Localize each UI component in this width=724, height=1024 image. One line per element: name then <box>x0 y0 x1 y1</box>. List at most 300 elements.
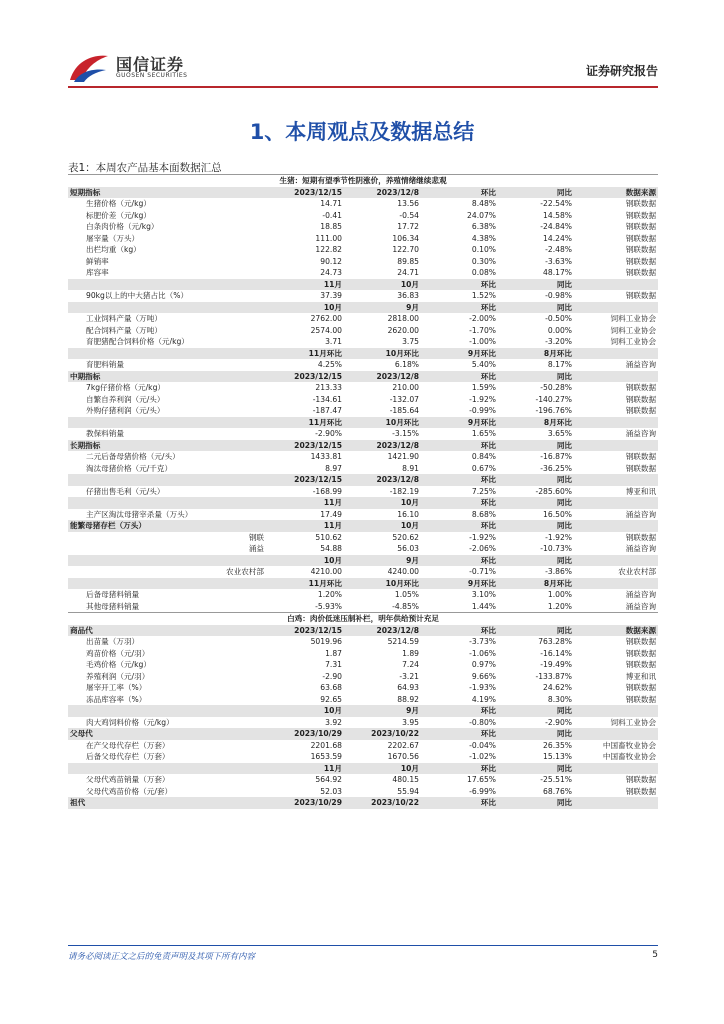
source-cell <box>574 440 658 452</box>
source-cell: 饲料工业协会 <box>574 325 658 337</box>
value-cell: -0.99% <box>421 405 498 417</box>
value-cell: 环比 <box>421 440 498 452</box>
value-cell: 213.33 <box>267 382 344 394</box>
value-cell: 9月 <box>344 555 421 567</box>
indicator-cell: 能繁母猪存栏（万头） <box>68 520 267 532</box>
value-cell: 环比 <box>421 302 498 314</box>
value-cell: 环比 <box>421 371 498 383</box>
source-cell <box>574 705 658 717</box>
value-cell: 1433.81 <box>267 451 344 463</box>
indicator-cell: 主产区淘汰母猪宰杀量（万头） <box>68 509 267 521</box>
value-cell: 1.05% <box>344 589 421 601</box>
value-cell: -0.04% <box>421 740 498 752</box>
value-cell: 4.19% <box>421 694 498 706</box>
value-cell: 111.00 <box>267 233 344 245</box>
value-cell: 2023/12/15 <box>267 474 344 486</box>
value-cell: 2023/10/29 <box>267 728 344 740</box>
source-cell: 钢联数据 <box>574 532 658 544</box>
source-cell: 钢联数据 <box>574 405 658 417</box>
value-cell: 11月环比 <box>267 417 344 429</box>
value-cell: 2023/12/15 <box>267 371 344 383</box>
value-cell: 3.92 <box>267 717 344 729</box>
table-row <box>68 751 658 763</box>
value-cell: 9月环比 <box>421 578 498 590</box>
value-cell: -168.99 <box>267 486 344 498</box>
value-cell: 8.68% <box>421 509 498 521</box>
table-row <box>68 233 658 245</box>
value-cell: 9月 <box>344 705 421 717</box>
indicator-cell: 钢联 <box>68 532 267 544</box>
source-cell: 钢联数据 <box>574 382 658 394</box>
source-cell: 钢联数据 <box>574 290 658 302</box>
table-row <box>68 359 658 371</box>
agri-data-table <box>68 174 658 809</box>
source-cell: 饲料工业协会 <box>574 313 658 325</box>
section-title: 1、本周观点及数据总结 <box>249 120 475 144</box>
value-cell: 9月环比 <box>421 348 498 360</box>
value-cell: -0.71% <box>421 566 498 578</box>
value-cell: -10.73% <box>498 543 574 555</box>
subheader-row <box>68 302 658 314</box>
value-cell: -0.50% <box>498 313 574 325</box>
value-cell: 14.71 <box>267 198 344 210</box>
value-cell: -3.86% <box>498 566 574 578</box>
source-cell: 涌益咨询 <box>574 543 658 555</box>
source-cell <box>574 371 658 383</box>
table-row <box>68 636 658 648</box>
value-cell: 11月 <box>267 279 344 291</box>
indicator-cell: 后备母猪料销量 <box>68 589 267 601</box>
value-cell: 2023/12/15 <box>267 440 344 452</box>
value-cell: 2023/12/15 <box>267 625 344 637</box>
value-cell: 24.07% <box>421 210 498 222</box>
value-cell: 2762.00 <box>267 313 344 325</box>
value-cell: 0.30% <box>421 256 498 268</box>
header-divider <box>68 86 658 88</box>
value-cell: 1.89 <box>344 648 421 660</box>
indicator-cell: 标肥价差（元/kg） <box>68 210 267 222</box>
value-cell: 54.88 <box>267 543 344 555</box>
value-cell: 63.68 <box>267 682 344 694</box>
value-cell: -24.84% <box>498 221 574 233</box>
table-caption: 表1：本周农产品基本面数据汇总 <box>68 162 222 174</box>
indicator-cell: 鸡苗价格（元/羽） <box>68 648 267 660</box>
value-cell: 8.97 <box>267 463 344 475</box>
value-cell: 10月 <box>344 279 421 291</box>
source-cell: 数据来源 <box>574 625 658 637</box>
subheader-row <box>68 705 658 717</box>
value-cell: 环比 <box>421 705 498 717</box>
value-cell: 同比 <box>498 371 574 383</box>
table-row <box>68 325 658 337</box>
value-cell: 环比 <box>421 520 498 532</box>
disclaimer-text: 请务必阅读正文之后的免责声明及其项下所有内容 <box>68 952 256 962</box>
value-cell: -0.41 <box>267 210 344 222</box>
indicator-cell <box>68 763 267 775</box>
value-cell: 1.20% <box>498 601 574 613</box>
report-type-label: 证券研究报告 <box>585 64 658 78</box>
source-cell: 博亚和讯 <box>574 671 658 683</box>
indicator-cell: 外购仔猪利润（元/头） <box>68 405 267 417</box>
table-row <box>68 486 658 498</box>
source-cell: 涌益咨询 <box>574 589 658 601</box>
source-cell: 涌益咨询 <box>574 509 658 521</box>
value-cell: 10月 <box>267 302 344 314</box>
value-cell: 122.82 <box>267 244 344 256</box>
value-cell: 17.49 <box>267 509 344 521</box>
indicator-cell: 育肥料销量 <box>68 359 267 371</box>
value-cell: -36.25% <box>498 463 574 475</box>
value-cell: -25.51% <box>498 774 574 786</box>
value-cell: 10月 <box>344 520 421 532</box>
source-cell: 涌益咨询 <box>574 601 658 613</box>
value-cell: -2.90 <box>267 671 344 683</box>
indicator-cell: 长期指标 <box>68 440 267 452</box>
value-cell: 122.70 <box>344 244 421 256</box>
value-cell: 8.91 <box>344 463 421 475</box>
subheader-row <box>68 728 658 740</box>
value-cell: -187.47 <box>267 405 344 417</box>
value-cell: 480.15 <box>344 774 421 786</box>
source-cell <box>574 474 658 486</box>
indicator-cell: 淘汰母猪价格（元/千克） <box>68 463 267 475</box>
logo-english-name: GUOSEN SECURITIES <box>116 72 188 79</box>
table-row <box>68 256 658 268</box>
source-cell: 钢联数据 <box>574 682 658 694</box>
value-cell: 5019.96 <box>267 636 344 648</box>
guosen-logo-icon <box>68 50 110 84</box>
value-cell: -132.07 <box>344 394 421 406</box>
indicator-cell <box>68 279 267 291</box>
indicator-cell: 其他母猪料销量 <box>68 601 267 613</box>
source-cell <box>574 578 658 590</box>
value-cell: 环比 <box>421 625 498 637</box>
subheader-row <box>68 348 658 360</box>
source-cell: 钢联数据 <box>574 659 658 671</box>
value-cell: 7.25% <box>421 486 498 498</box>
value-cell: 环比 <box>421 728 498 740</box>
indicator-cell: 教保料销量 <box>68 428 267 440</box>
indicator-cell: 在产父母代存栏（万套） <box>68 740 267 752</box>
table-row <box>68 463 658 475</box>
value-cell: 10月 <box>267 705 344 717</box>
value-cell: 17.72 <box>344 221 421 233</box>
value-cell: 7.31 <box>267 659 344 671</box>
source-cell: 涌益咨询 <box>574 359 658 371</box>
value-cell: -3.63% <box>498 256 574 268</box>
value-cell: 18.85 <box>267 221 344 233</box>
value-cell: 3.71 <box>267 336 344 348</box>
value-cell: 3.10% <box>421 589 498 601</box>
banner-cell: 生猪：短期有望季节性阴涨价，养殖情绪继续悲观 <box>68 175 658 187</box>
value-cell: 4.38% <box>421 233 498 245</box>
value-cell: -3.73% <box>421 636 498 648</box>
value-cell: -1.93% <box>421 682 498 694</box>
value-cell: -1.92% <box>498 532 574 544</box>
indicator-cell: 工业饲料产量（万吨） <box>68 313 267 325</box>
table-row <box>68 671 658 683</box>
indicator-cell: 肉大鸡饲料价格（元/kg） <box>68 717 267 729</box>
value-cell: 11月环比 <box>267 348 344 360</box>
subheader-row <box>68 497 658 509</box>
value-cell: -2.06% <box>421 543 498 555</box>
indicator-cell: 7kg仔猪价格（元/kg） <box>68 382 267 394</box>
value-cell: 11月 <box>267 520 344 532</box>
subheader-row <box>68 279 658 291</box>
indicator-cell: 后备父母代存栏（万套） <box>68 751 267 763</box>
table-row <box>68 694 658 706</box>
value-cell: 4210.00 <box>267 566 344 578</box>
table-row <box>68 601 658 613</box>
subheader-row <box>68 763 658 775</box>
source-cell: 钢联数据 <box>574 198 658 210</box>
source-cell: 涌益咨询 <box>574 428 658 440</box>
value-cell: 环比 <box>421 279 498 291</box>
value-cell: 1.59% <box>421 382 498 394</box>
value-cell: 1.00% <box>498 589 574 601</box>
value-cell: 同比 <box>498 440 574 452</box>
table-row <box>68 451 658 463</box>
page-number: 5 <box>652 950 658 960</box>
subheader-row <box>68 417 658 429</box>
source-cell: 钢联数据 <box>574 636 658 648</box>
table-row <box>68 198 658 210</box>
indicator-cell: 白条肉价格（元/kg） <box>68 221 267 233</box>
value-cell: -2.90% <box>267 428 344 440</box>
value-cell: 同比 <box>498 797 574 809</box>
value-cell: 8.30% <box>498 694 574 706</box>
indicator-cell: 农业农村部 <box>68 566 267 578</box>
source-cell: 钢联数据 <box>574 394 658 406</box>
value-cell: 88.92 <box>344 694 421 706</box>
value-cell: 106.34 <box>344 233 421 245</box>
value-cell: 2574.00 <box>267 325 344 337</box>
indicator-cell: 育肥猪配合饲料价格（元/kg） <box>68 336 267 348</box>
indicator-cell <box>68 474 267 486</box>
value-cell: 0.00% <box>498 325 574 337</box>
value-cell: 210.00 <box>344 382 421 394</box>
report-header <box>68 50 658 86</box>
source-cell <box>574 763 658 775</box>
source-cell: 钢联数据 <box>574 451 658 463</box>
value-cell: 3.65% <box>498 428 574 440</box>
value-cell: 2620.00 <box>344 325 421 337</box>
source-cell <box>574 520 658 532</box>
value-cell: -185.64 <box>344 405 421 417</box>
indicator-cell <box>68 705 267 717</box>
indicator-cell: 自繁自养利润（元/头） <box>68 394 267 406</box>
value-cell: 2201.68 <box>267 740 344 752</box>
value-cell: 1.52% <box>421 290 498 302</box>
indicator-cell: 养殖利润（元/羽） <box>68 671 267 683</box>
value-cell: -1.02% <box>421 751 498 763</box>
value-cell: 14.24% <box>498 233 574 245</box>
value-cell: 同比 <box>498 302 574 314</box>
value-cell: 0.67% <box>421 463 498 475</box>
value-cell: -133.87% <box>498 671 574 683</box>
indicator-cell: 仔猪出售毛利（元/头） <box>68 486 267 498</box>
table-row <box>68 336 658 348</box>
table-row <box>68 221 658 233</box>
value-cell: 同比 <box>498 474 574 486</box>
table-row <box>68 786 658 798</box>
value-cell: -22.54% <box>498 198 574 210</box>
table-row <box>68 740 658 752</box>
indicator-cell: 父母代鸡苗销量（万套） <box>68 774 267 786</box>
value-cell: 8月环比 <box>498 417 574 429</box>
value-cell: -1.92% <box>421 532 498 544</box>
value-cell: 11月 <box>267 497 344 509</box>
table-row <box>68 543 658 555</box>
value-cell: 5214.59 <box>344 636 421 648</box>
value-cell: 8.17% <box>498 359 574 371</box>
value-cell: 6.38% <box>421 221 498 233</box>
table-row <box>68 313 658 325</box>
table-row <box>68 589 658 601</box>
section-banner-row <box>68 613 658 625</box>
subheader-row <box>68 625 658 637</box>
indicator-cell: 库容率 <box>68 267 267 279</box>
value-cell: 10月环比 <box>344 578 421 590</box>
value-cell: 8月环比 <box>498 578 574 590</box>
value-cell: -1.92% <box>421 394 498 406</box>
value-cell: 1653.59 <box>267 751 344 763</box>
value-cell: 2023/12/15 <box>267 187 344 199</box>
value-cell: -19.49% <box>498 659 574 671</box>
value-cell: 2023/12/8 <box>344 371 421 383</box>
value-cell: 16.50% <box>498 509 574 521</box>
indicator-cell: 二元后备母猪价格（元/头） <box>68 451 267 463</box>
table-row <box>68 428 658 440</box>
value-cell: -196.76% <box>498 405 574 417</box>
table-row <box>68 405 658 417</box>
source-cell: 农业农村部 <box>574 566 658 578</box>
source-cell: 钢联数据 <box>574 244 658 256</box>
value-cell: 2023/10/29 <box>267 797 344 809</box>
indicator-cell: 屠宰开工率（%） <box>68 682 267 694</box>
value-cell: 520.62 <box>344 532 421 544</box>
value-cell: 9.66% <box>421 671 498 683</box>
value-cell: 2202.67 <box>344 740 421 752</box>
value-cell: -4.85% <box>344 601 421 613</box>
value-cell: 同比 <box>498 705 574 717</box>
source-cell: 钢联数据 <box>574 694 658 706</box>
value-cell: -0.98% <box>498 290 574 302</box>
table-row <box>68 774 658 786</box>
value-cell: -3.20% <box>498 336 574 348</box>
indicator-cell <box>68 417 267 429</box>
source-cell: 钢联数据 <box>574 774 658 786</box>
indicator-cell: 配合饲料产量（万吨） <box>68 325 267 337</box>
value-cell: 1.44% <box>421 601 498 613</box>
value-cell: 8月环比 <box>498 348 574 360</box>
subheader-row <box>68 474 658 486</box>
value-cell: 9月环比 <box>421 417 498 429</box>
value-cell: 5.40% <box>421 359 498 371</box>
source-cell: 钢联数据 <box>574 256 658 268</box>
subheader-row <box>68 520 658 532</box>
table-row <box>68 509 658 521</box>
indicator-cell: 屠宰量（万头） <box>68 233 267 245</box>
source-cell: 钢联数据 <box>574 648 658 660</box>
value-cell: 4.25% <box>267 359 344 371</box>
value-cell: -50.28% <box>498 382 574 394</box>
value-cell: 同比 <box>498 520 574 532</box>
value-cell: 2818.00 <box>344 313 421 325</box>
source-cell: 钢联数据 <box>574 267 658 279</box>
value-cell: 1.87 <box>267 648 344 660</box>
value-cell: 10月环比 <box>344 348 421 360</box>
value-cell: 10月 <box>344 497 421 509</box>
value-cell: 56.03 <box>344 543 421 555</box>
value-cell: -134.61 <box>267 394 344 406</box>
value-cell: -182.19 <box>344 486 421 498</box>
table-row <box>68 290 658 302</box>
value-cell: 3.95 <box>344 717 421 729</box>
table-row <box>68 648 658 660</box>
indicator-cell: 冻品库容率（%） <box>68 694 267 706</box>
value-cell: 89.85 <box>344 256 421 268</box>
indicator-cell: 父母代鸡苗价格（元/套） <box>68 786 267 798</box>
source-cell <box>574 728 658 740</box>
source-cell <box>574 417 658 429</box>
value-cell: -3.21 <box>344 671 421 683</box>
source-cell: 饲料工业协会 <box>574 336 658 348</box>
indicator-cell: 毛鸡价格（元/kg） <box>68 659 267 671</box>
value-cell: 14.58% <box>498 210 574 222</box>
value-cell: 同比 <box>498 279 574 291</box>
value-cell: 10月 <box>344 763 421 775</box>
value-cell: 24.73 <box>267 267 344 279</box>
value-cell: 0.84% <box>421 451 498 463</box>
indicator-cell <box>68 497 267 509</box>
source-cell: 中国畜牧业协会 <box>574 740 658 752</box>
indicator-cell: 中期指标 <box>68 371 267 383</box>
subheader-row <box>68 555 658 567</box>
table-row <box>68 244 658 256</box>
subheader-row <box>68 797 658 809</box>
source-cell <box>574 555 658 567</box>
value-cell: 48.17% <box>498 267 574 279</box>
source-cell: 钢联数据 <box>574 210 658 222</box>
source-cell: 钢联数据 <box>574 786 658 798</box>
source-cell: 博亚和讯 <box>574 486 658 498</box>
value-cell: 11月 <box>267 763 344 775</box>
value-cell: 环比 <box>421 187 498 199</box>
subheader-row <box>68 578 658 590</box>
indicator-cell: 生猪价格（元/kg） <box>68 198 267 210</box>
value-cell: 24.71 <box>344 267 421 279</box>
value-cell: 1.65% <box>421 428 498 440</box>
value-cell: 同比 <box>498 728 574 740</box>
source-cell <box>574 302 658 314</box>
indicator-cell <box>68 555 267 567</box>
table-row <box>68 267 658 279</box>
value-cell: -16.87% <box>498 451 574 463</box>
value-cell: 1421.90 <box>344 451 421 463</box>
value-cell: 13.56 <box>344 198 421 210</box>
footer-divider <box>68 945 658 946</box>
value-cell: 环比 <box>421 555 498 567</box>
value-cell: 9月 <box>344 302 421 314</box>
value-cell: 1670.56 <box>344 751 421 763</box>
table-row <box>68 394 658 406</box>
indicator-cell: 商品代 <box>68 625 267 637</box>
indicator-cell: 涌益 <box>68 543 267 555</box>
value-cell: 55.94 <box>344 786 421 798</box>
indicator-cell <box>68 348 267 360</box>
indicator-cell <box>68 302 267 314</box>
